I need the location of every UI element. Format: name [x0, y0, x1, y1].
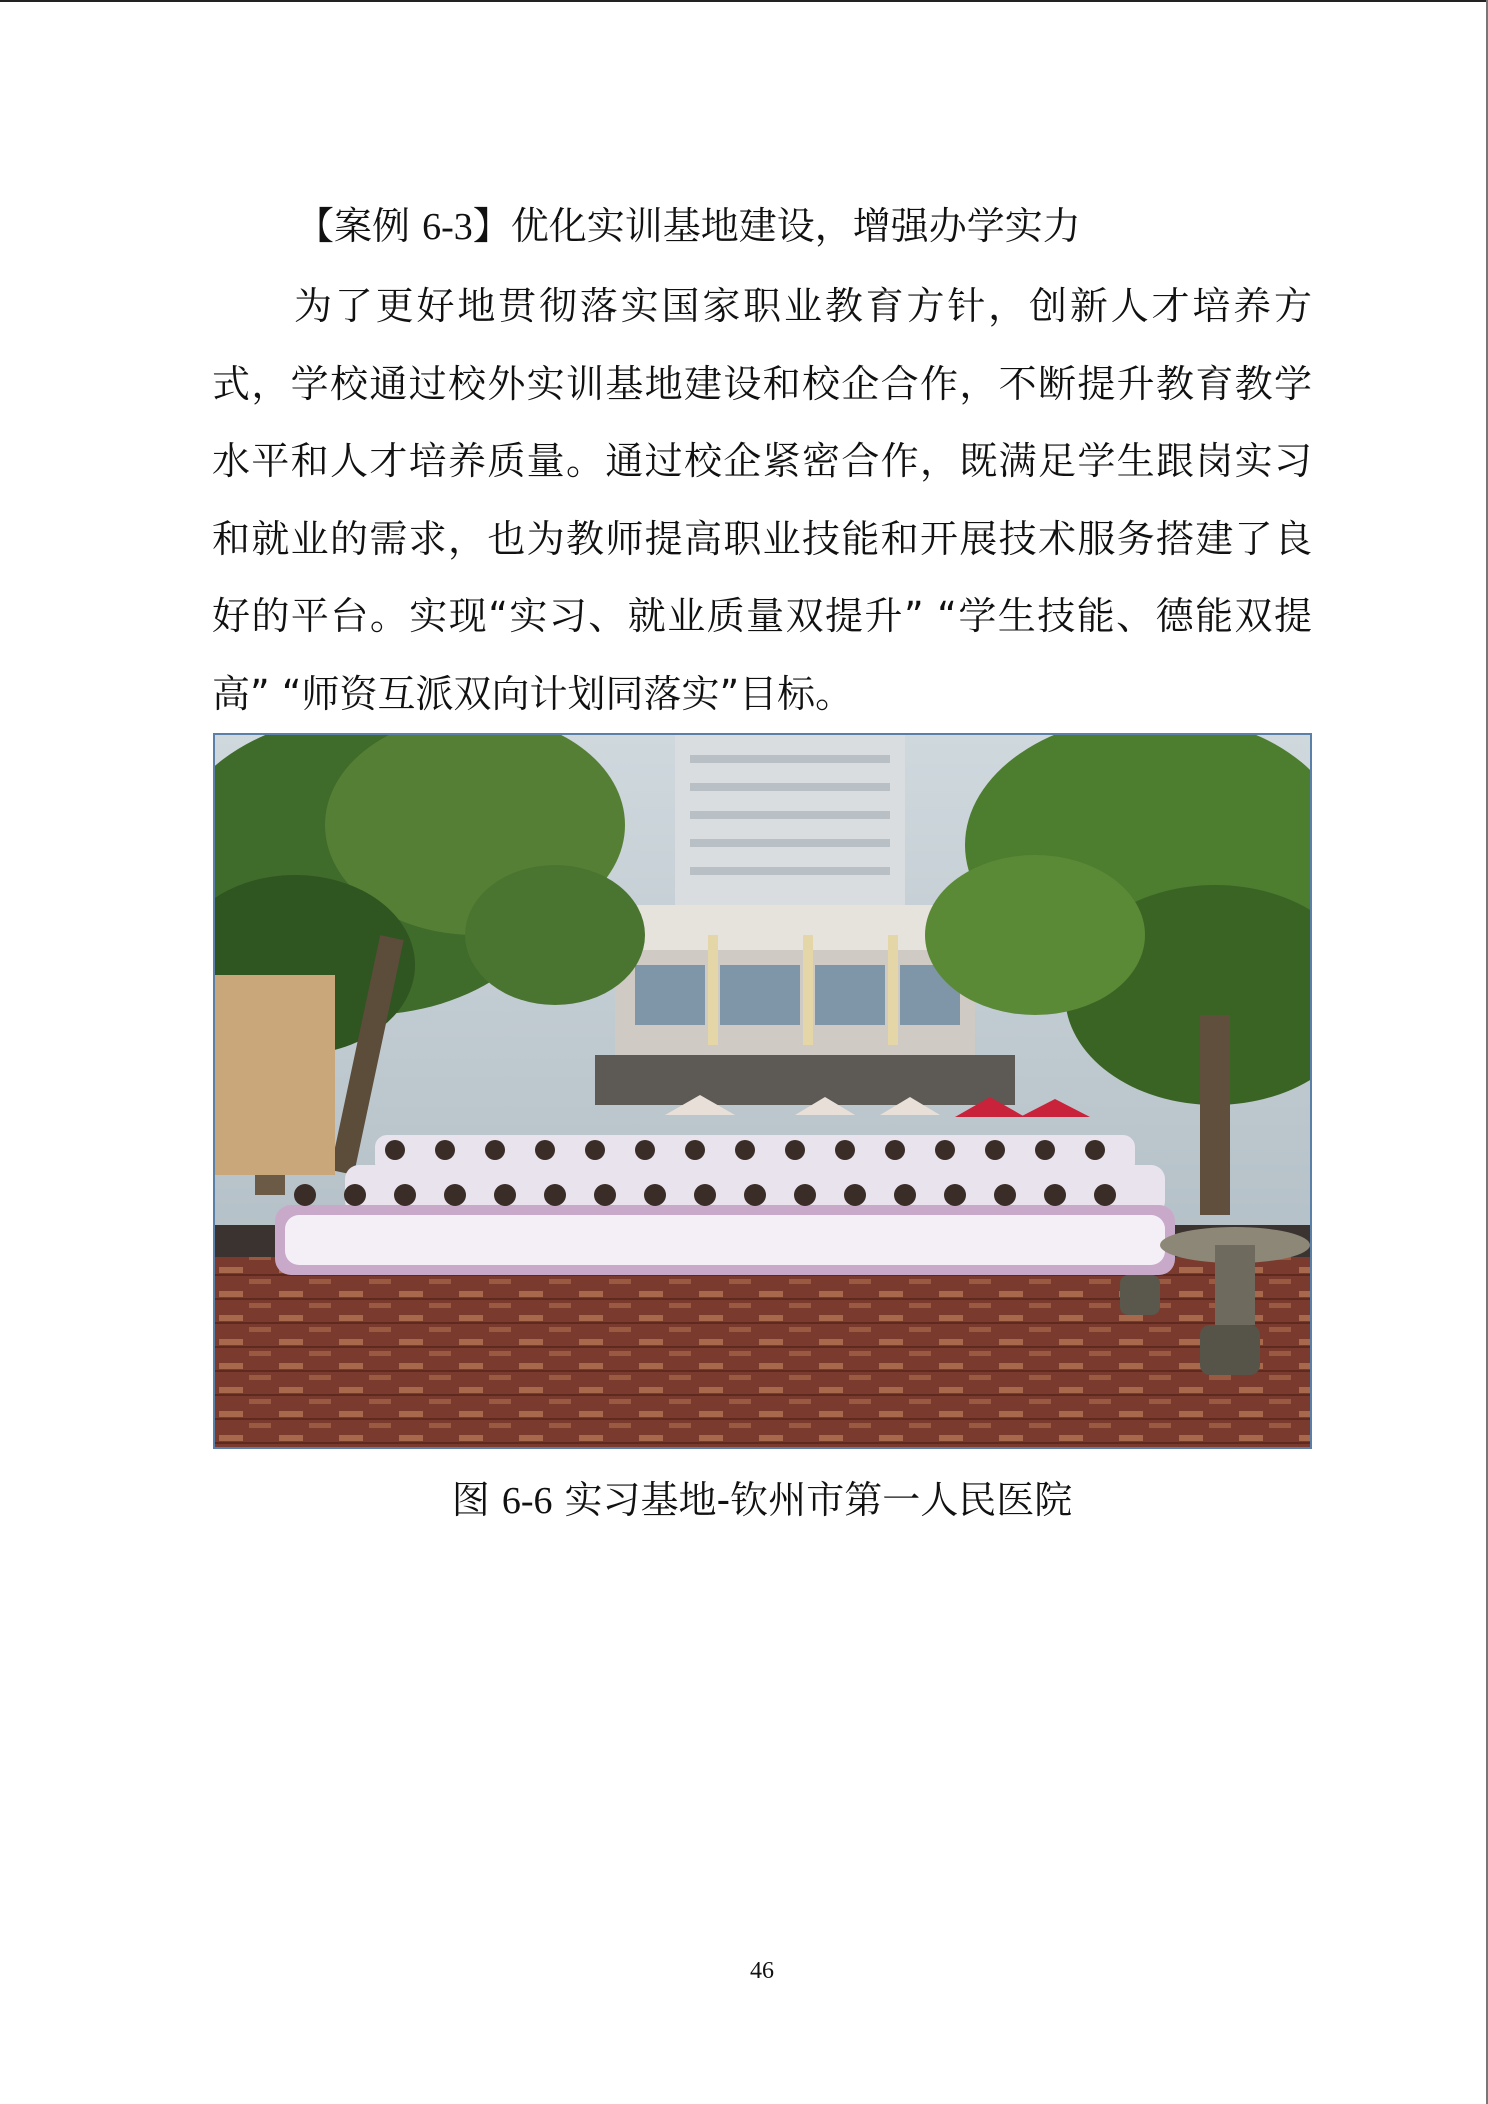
case-heading: [296, 196, 1081, 257]
case-title: 优化实训基地建设，增强办学实力: [510, 204, 1081, 248]
hospital-group-photo: [213, 733, 1312, 1449]
figure-label-text: 实习基地-钦州市第一人民医院: [552, 1478, 1073, 1522]
body-paragraph: 为了更好地贯彻落实国家职业教育方针，创新人才培养方式，学校通过校外实训基地建设和校企合作，不断提升教育教学水平和人才培养质量。通过校企紧密合作，既满足学生跟岗实习和就业的需求，也为教师提高职业技能和开展技术服务搭建了良好的平台。实现“实习、就业质量双提升” “学生技能、德能双提高” “师资互派双向计划同落实”目标。: [212, 284, 1312, 716]
case-number: 6-3: [422, 206, 473, 248]
page-number: 46: [750, 1958, 774, 1984]
figure-label-prefix: 图: [451, 1478, 502, 1522]
case-bracket-close: 】: [472, 204, 511, 248]
figure-label-number: 6-6: [501, 1480, 553, 1522]
figure-caption: [0, 1470, 1488, 1531]
photo-illustration: [215, 735, 1310, 1447]
top-border: [0, 0, 1488, 2]
case-bracket-open: 【案例: [296, 204, 423, 248]
